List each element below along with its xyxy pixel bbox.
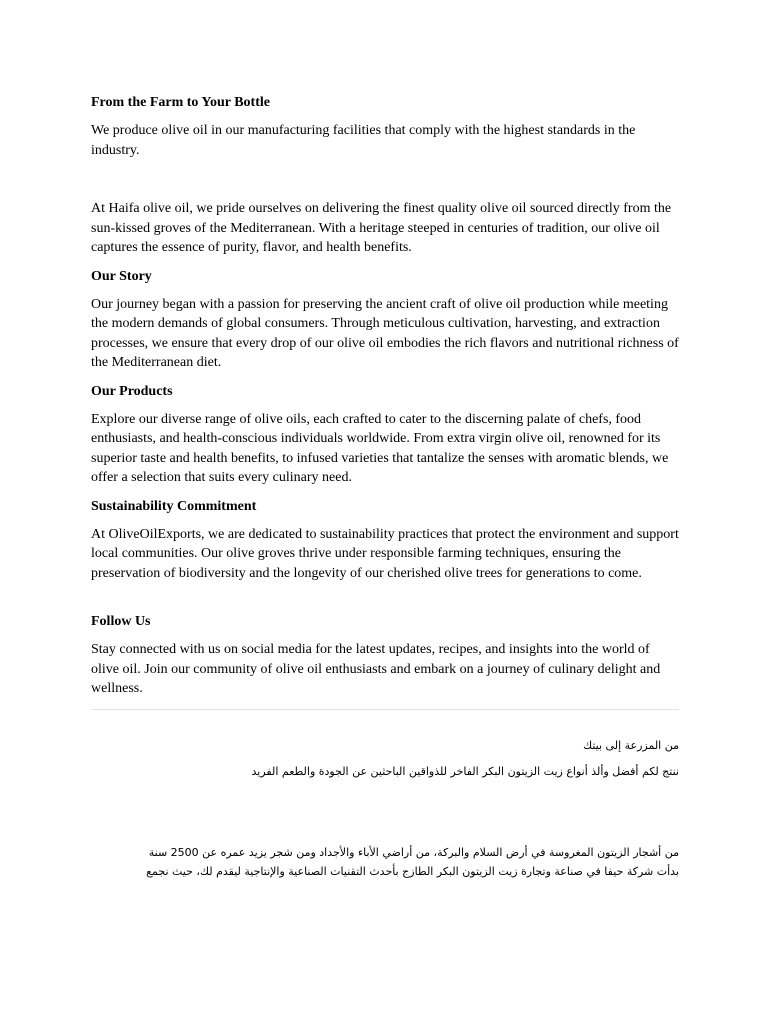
sustainability-heading: Sustainability Commitment — [91, 498, 257, 514]
arabic-body — [91, 843, 679, 881]
spacer — [91, 169, 679, 199]
products-paragraph: Explore our diverse range of olive oils, each crafted to cater to the discerning palate of chefs, food enthusiasts, and health-conscious individuals worldwide. From extra virgin olive oil, renowned for its superior taste and health benefits, to infused varieties that tantalize the senses with aromatic blends, we offer a selection that suits every culinary need. — [91, 411, 669, 485]
section-divider — [91, 709, 679, 710]
story-heading: Our Story — [91, 268, 152, 284]
document-page — [91, 93, 679, 881]
story-paragraph: Our journey began with a passion for preserving the ancient craft of olive oil production while meeting the modern demands of global consumers. Through meticulous cultivation, harvesting, and extraction processes, we ensure that every drop of our olive oil embodies the rich flavors and nutritional richness of the Mediterranean diet. — [91, 296, 679, 370]
arabic-subtitle: ننتج لكم أفضل وألذ أنواع زيت الزيتون البكر الفاخر للذواقين الباحثين عن الجودة والطعم الفريد — [251, 764, 679, 778]
about-paragraph: At Haifa olive oil, we pride ourselves on delivering the finest quality olive oil sourced directly from the sun-kissed groves of the Mediterranean. With a heritage steeped in centuries of tradition, our olive oil captures the essence of purity, flavor, and health benefits. — [91, 201, 672, 255]
intro-heading: From the Farm to Your Bottle — [91, 95, 270, 110]
arabic-body-line: بدأت شركة حيفا في صناعة وتجارة زيت الزيتون البكر الطازج بأحدث التقنيات الصناعية والإنتاجية ليقدم لك، حيث نجمع — [146, 864, 679, 878]
arabic-title: من المزرعة إلى بيتك — [583, 738, 679, 752]
sustainability-paragraph: At OliveOilExports, we are dedicated to sustainability practices that protect the environment and support local communities. Our olive groves thrive under responsible farming techniques, ensuring the preservation of biodiversity and the longevity of our cherished olive trees for generations to come. — [91, 526, 679, 581]
follow-heading: Follow Us — [91, 614, 151, 629]
intro-paragraph: We produce olive oil in our manufacturing facilities that comply with the highest standards in the industry. — [91, 123, 636, 158]
arabic-body-line: من أشجار الزيتون المغروسة في أرض السلام والبركة، من أراضي الأباء والأجداد ومن شجر يزيد عمره عن 2500 سنة — [148, 845, 679, 859]
follow-paragraph: Stay connected with us on social media for the latest updates, recipes, and insights into the world of olive oil. Join our community of olive oil enthusiasts and embark on a journey of culinary delight and wellness. — [91, 642, 661, 696]
spacer — [91, 592, 679, 612]
products-heading: Our Products — [91, 383, 173, 399]
